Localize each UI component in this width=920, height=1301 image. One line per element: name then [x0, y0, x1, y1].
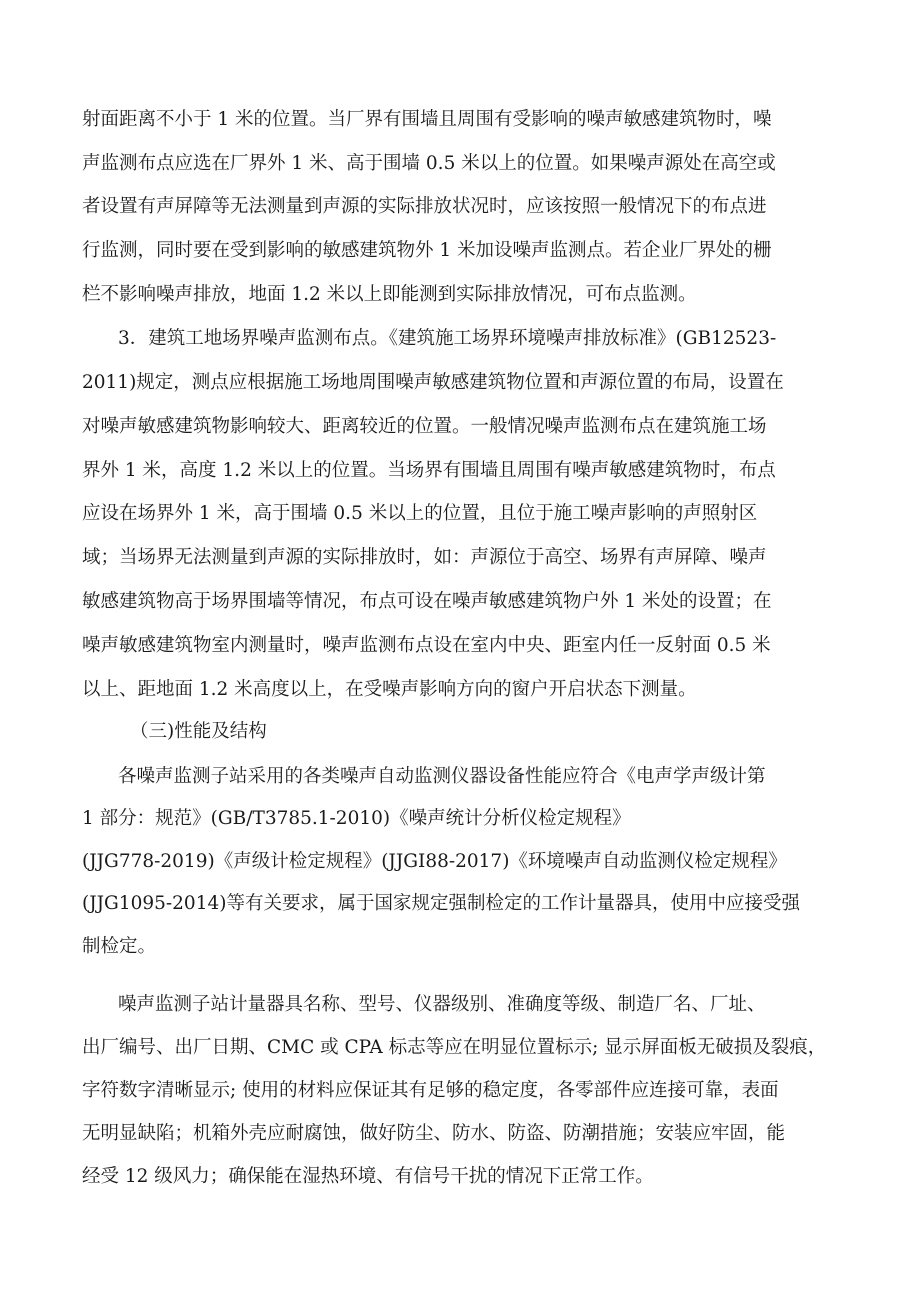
text-line: 制检定。 [82, 936, 157, 957]
text-line: 以上、距地面 1.2 米高度以上，在受噪声影响方向的窗户开启状态下测量。 [82, 679, 697, 700]
text-line: 域；当场界无法测量到声源的实际排放时，如：声源位于高空、场界有声屏障、噪声 [82, 547, 767, 568]
text-line: (JJG1095-2014)等有关要求，属于国家规定强制检定的工作计量器具，使用中应接受强 [82, 893, 800, 914]
text-line: 行监测，同时要在受到影响的敏感建筑物外 1 米加设噪声监测点。若企业厂界处的栅 [82, 240, 772, 261]
text-line: 字符数字清晰显示; 使用的材料应保证其有足够的稳定度，各零部件应连接可靠，表面 [82, 1080, 779, 1101]
text-line: 1 部分：规范》(GB/T3785.1-2010)《噪声统计分析仪检定规程》 [82, 808, 631, 829]
text-line: 对噪声敏感建筑物影响较大、距离较近的位置。一般情况噪声监测布点在建筑施工场 [82, 416, 767, 437]
text-line: 噪声监测子站计量器具名称、型号、仪器级别、准确度等级、制造厂名、厂址、 [118, 994, 766, 1015]
text-line: 者设置有声屏障等无法测量到声源的实际排放状况时，应该按照一般情况下的布点进 [82, 196, 767, 217]
text-line: 敏感建筑物高于场界围墙等情况，布点可设在噪声敏感建筑物户外 1 米处的设置；在 [82, 591, 772, 612]
text-line: 3．建筑工地场界噪声监测布点。《建筑施工场界环境噪声排放标准》(GB12523- [118, 328, 777, 349]
text-line: (JJG778-2019)《声级计检定规程》(JJGI88-2017)《环境噪声自动监测仪检定规程》 [82, 851, 787, 872]
text-line: 出厂编号、出厂日期、CMC 或 CPA 标志等应在明显位置标示; 显示屏面板无破损及裂痕， [82, 1037, 827, 1058]
text-line: 2011)规定，测点应根据施工场地周围噪声敏感建筑物位置和声源位置的布局，设置在 [82, 372, 784, 393]
text-line: 噪声敏感建筑物室内测量时，噪声监测布点设在室内中央、距室内任一反射面 0.5 米 [82, 635, 771, 656]
text-line: 射面距离不小于 1 米的位置。当厂界有围墙且周围有受影响的噪声敏感建筑物时，噪 [82, 109, 772, 130]
text-line: 声监测布点应选在厂界外 1 米、高于围墙 0.5 米以上的位置。如果噪声源处在高空或 [82, 153, 776, 174]
text-line: 经受 12 级风力；确保能在湿热环境、有信号干扰的情况下正常工作。 [82, 1166, 654, 1187]
text-line: 栏不影响噪声排放，地面 1.2 米以上即能测到实际排放情况，可布点监测。 [82, 284, 697, 305]
section-heading: （三)性能及结构 [130, 721, 267, 742]
text-line: 界外 1 米，高度 1.2 米以上的位置。当场界有围墙且周围有噪声敏感建筑物时，布点 [82, 460, 776, 481]
text-line: 各噪声监测子站采用的各类噪声自动监测仪器设备性能应符合《电声学声级计第 [118, 766, 766, 787]
text-line: 应设在场界外 1 米，高于围墙 0.5 米以上的位置，且位于施工噪声影响的声照射区 [82, 503, 758, 524]
text-line: 无明显缺陷；机箱外壳应耐腐蚀，做好防尘、防水、防盗、防潮措施；安装应牢固，能 [82, 1123, 786, 1144]
